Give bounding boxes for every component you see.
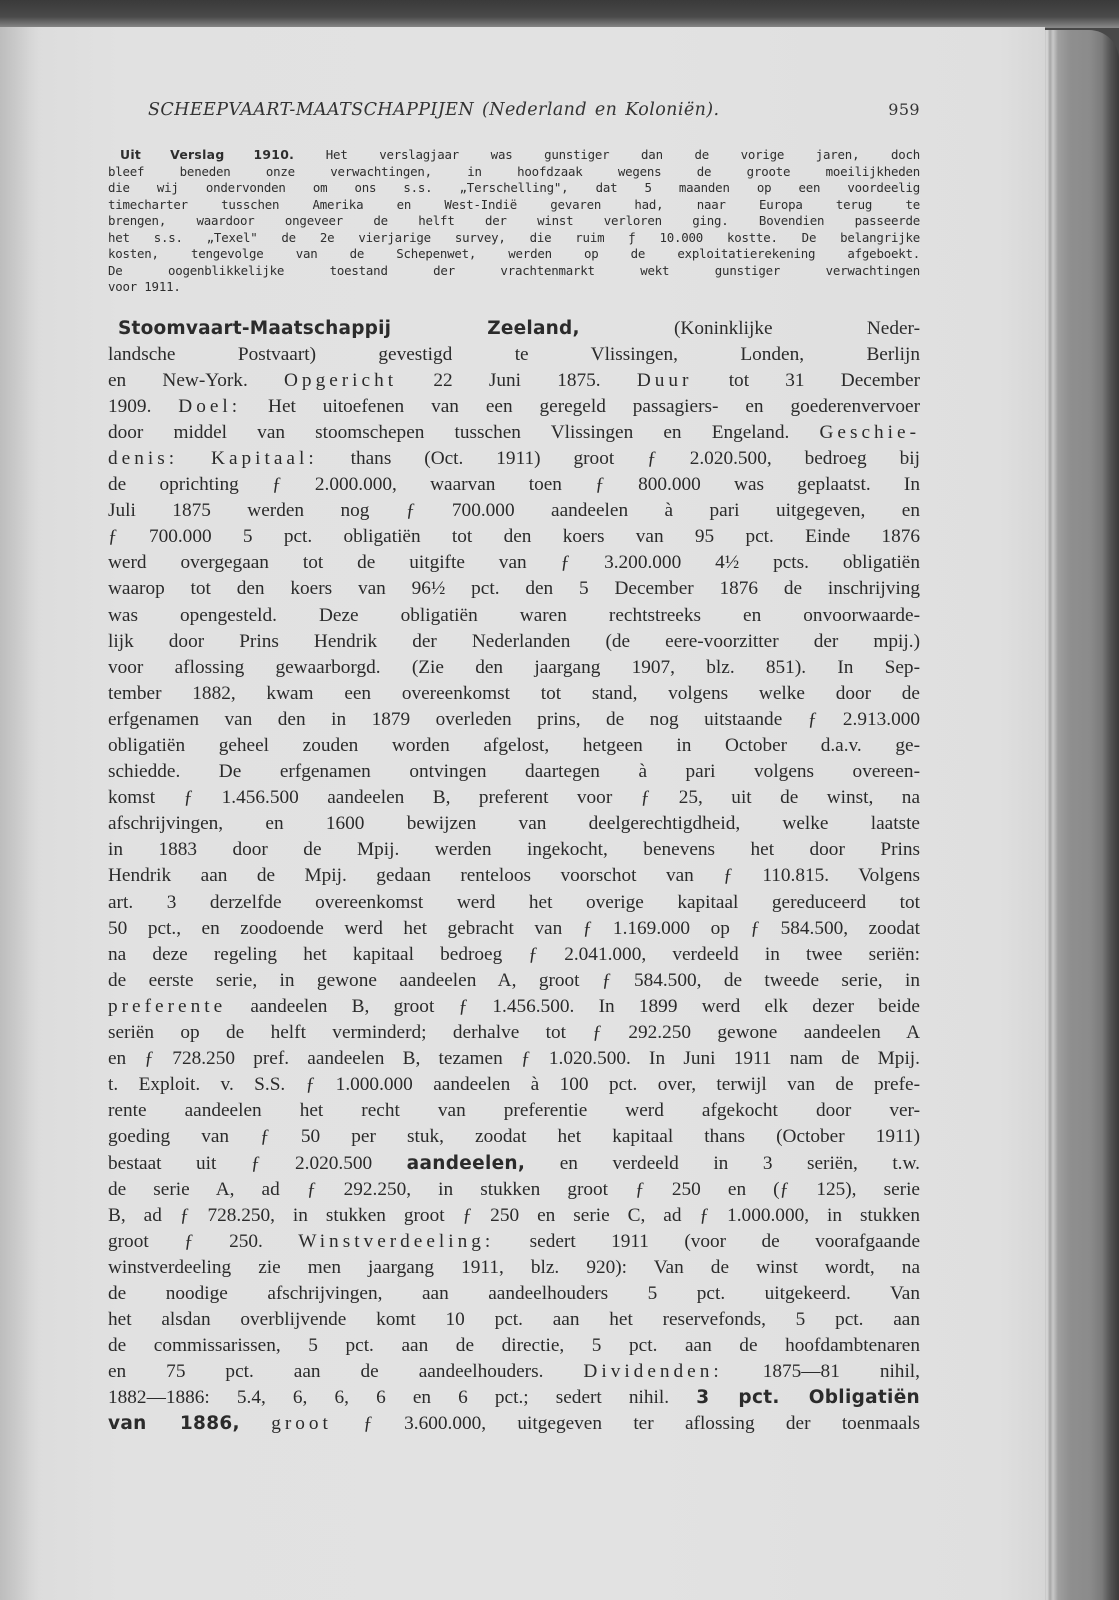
article-line (108, 707, 920, 733)
article-line (108, 1020, 920, 1046)
text-run: erfgenamen van den in 1879 overleden prins, de nog uitstaande ƒ 2.913.000 (108, 708, 920, 730)
report-line: Uit Verslag 1910. Het verslagjaar was gunstiger dan de vorige jaren, doch (120, 147, 920, 162)
bold-term: aandeelen, (406, 1152, 526, 1174)
text-run: 1875—81 nihil, (722, 1361, 920, 1383)
text-run: (Koninklijke Neder- (579, 317, 920, 339)
text-run: de commissarissen, 5 pct. aan de directie, 5 pct. aan de hoofdambtenaren (108, 1335, 920, 1357)
spaced-label: Geschie- (819, 421, 920, 443)
text-run: landsche Postvaart) gevestigd te Vlissingen, Londen, Berlijn (108, 343, 920, 365)
text-run: de serie A, ad ƒ 292.250, in stukken groot ƒ 250 en (ƒ 125), serie (108, 1178, 920, 1200)
text-run: de noodige afschrijvingen, aan aandeelhouders 5 pct. uitgekeerd. Van (108, 1282, 920, 1304)
article-line (108, 1177, 920, 1203)
page-stack-edge (1040, 30, 1119, 1600)
article-line (108, 655, 920, 681)
text-run: goeding van ƒ 50 per stuk, zoodat het kapitaal thans (October 1911) (108, 1126, 920, 1148)
text-run: 22 Juni 1875. (397, 369, 637, 391)
running-head (108, 100, 920, 132)
text-run: thans (Oct. 1911) groot ƒ 2.020.500, bedroeg bij (317, 447, 920, 469)
spaced-label: Duur (636, 369, 693, 391)
bold-term: 3 pct. Obligatiën (696, 1387, 921, 1409)
text-run: de oprichting ƒ 2.000.000, waarvan toen ƒ 800.000 was geplaatst. In (108, 474, 920, 496)
text-run: B, ad ƒ 728.250, in stukken groot ƒ 250 en serie C, ad ƒ 1.000.000, in stukken (108, 1204, 920, 1226)
company-article (108, 316, 920, 1438)
text-run: lijk door Prins Hendrik der Nederlanden (de eere-voorzitter der mpij.) (108, 630, 920, 652)
spaced-label: groot (271, 1413, 332, 1435)
article-line (108, 785, 920, 811)
book-top-shadow (0, 0, 1119, 28)
article-line (108, 498, 920, 524)
article-line (108, 837, 920, 863)
text-run: 1909. (108, 395, 179, 417)
spaced-label: Kapitaal: (211, 447, 318, 469)
article-line (108, 1359, 920, 1385)
text-run: bestaat uit ƒ 2.020.500 (108, 1152, 407, 1174)
article-line (108, 342, 920, 368)
article-line (108, 1124, 920, 1150)
article-line (108, 394, 920, 420)
article-line (108, 1281, 920, 1307)
text-run: ƒ 700.000 5 pct. obligatiën tot den koers van 95 pct. Einde 1876 (108, 526, 920, 548)
article-line (108, 1255, 920, 1281)
spaced-label: Doel: (178, 395, 242, 417)
article-line (108, 1098, 920, 1124)
article-line (108, 1203, 920, 1229)
article-line (108, 890, 920, 916)
text-run: afschrijvingen, en 1600 bewijzen van deelgerechtigdheid, welke laatste (108, 813, 920, 835)
article-line (108, 1333, 920, 1359)
article-line (108, 968, 920, 994)
text-run: schiedde. De erfgenamen ontvingen daartegen à pari volgens overeen- (108, 761, 920, 783)
report-line: kosten, tengevolge van de Schepenwet, werden op de exploitatierekening afgeboekt. (108, 246, 920, 261)
article-line (108, 576, 920, 602)
text-run: winstverdeeling zie men jaargang 1911, blz. 920): Van de winst wordt, na (108, 1256, 920, 1278)
report-lead: Uit Verslag 1910. (120, 147, 295, 162)
article-line (108, 550, 920, 576)
page-number: 959 (888, 100, 920, 119)
spaced-label: preferente (108, 995, 227, 1017)
article-line (108, 368, 920, 394)
page-gutter-shadow (0, 27, 40, 1600)
text-run: Hendrik aan de Mpij. gedaan renteloos voorschot van ƒ 110.815. Volgens (108, 865, 920, 887)
text-run: Het uitoefenen van een geregeld passagiers- en goederenvervoer (241, 395, 920, 417)
text-run: en verdeeld in 3 seriën, t.w. (525, 1152, 920, 1174)
report-line: voor 1911. (108, 279, 181, 294)
article-line (108, 681, 920, 707)
text-run: het alsdan overblijvende komt 10 pct. aan het reservefonds, 5 pct. aan (108, 1309, 920, 1331)
text-run: en ƒ 728.250 pref. aandeelen B, tezamen ƒ 1.020.500. In Juni 1911 nam de Mpij. (108, 1048, 920, 1070)
article-line (108, 446, 920, 472)
article-line (108, 916, 920, 942)
spaced-label: Dividenden: (583, 1361, 723, 1383)
text-run: voor aflossing gewaarborgd. (Zie den jaargang 1907, blz. 851). In Sep- (108, 656, 920, 678)
spaced-label: Opgericht (284, 369, 398, 391)
text-run: de eerste serie, in gewone aandeelen A, groot ƒ 584.500, de tweede serie, in (108, 969, 920, 991)
text-run: ƒ 3.600.000, uitgegeven ter aflossing der toenmaals (331, 1413, 920, 1435)
spaced-label: Winstverdeeling: (298, 1230, 495, 1252)
article-line (108, 811, 920, 837)
article-line (108, 420, 920, 446)
article-line (108, 1072, 920, 1098)
text-run: sedert 1911 (voor de voorafgaande (494, 1230, 920, 1252)
text-run: waarop tot den koers van 96½ pct. den 5 December 1876 de inschrijving (108, 578, 920, 600)
article-line (108, 629, 920, 655)
text-run: Juli 1875 werden nog ƒ 700.000 aandeelen à pari uitgegeven, en (108, 500, 920, 522)
report-line: timecharter tusschen Amerika en West-Indië gevaren had, naar Europa terug te (108, 196, 920, 212)
report-line: De oogenblikkelijke toestand der vrachtenmarkt wekt gunstiger verwachtingen (108, 262, 920, 278)
text-run: en 75 pct. aan de aandeelhouders. (108, 1361, 584, 1383)
company-heading: Stoomvaart-Maatschappij Zeeland, (118, 317, 580, 339)
text-run: door middel van stoomschepen tusschen Vlissingen en Engeland. (108, 421, 820, 443)
article-line (108, 863, 920, 889)
text-run: aandeelen B, groot ƒ 1.456.500. In 1899 werd elk dezer beide (226, 995, 920, 1017)
bold-term: van 1886, (108, 1413, 240, 1435)
text-run: tot 31 December (692, 369, 920, 391)
article-line (108, 472, 920, 498)
text-run (240, 1413, 271, 1434)
text-run: en New-York. (108, 369, 284, 391)
report-line: bleef beneden onze verwachtingen, in hoofdzaak wegens de groote moeilijkheden (108, 163, 920, 179)
text-run: rente aandeelen het recht van preferentie werd afgekocht door ver- (108, 1100, 920, 1122)
text-run: obligatiën geheel zouden worden afgelost, hetgeen in October d.a.v. ge- (108, 735, 920, 756)
report-line: het s.s. „Texel" de 2e vierjarige survey, die ruim ƒ 10.000 kostte. De belangrijke (108, 229, 920, 245)
article-line (108, 994, 920, 1020)
report-line: brengen, waardoor ongeveer de helft der winst verloren ging. Bovendien passeerde (108, 213, 920, 228)
article-line (108, 733, 920, 759)
running-head-title: SCHEEPVAART-MAATSCHAPPIJEN (Nederland en Koloniën). (148, 100, 720, 120)
article-line (108, 942, 920, 968)
page-content (108, 100, 920, 1438)
article-line (108, 316, 920, 342)
text-run: groot ƒ 250. (108, 1230, 299, 1252)
text-run: werd overgegaan tot de uitgifte van ƒ 3.200.000 4½ pcts. obligatiën (108, 552, 920, 574)
article-line (108, 759, 920, 785)
spaced-label: denis: (108, 447, 179, 469)
article-line (108, 603, 920, 629)
article-line (108, 1411, 920, 1437)
article-line (108, 1385, 920, 1411)
text-run (178, 448, 211, 469)
text-run: 50 pct., en zoodoende werd het gebracht van ƒ 1.169.000 op ƒ 584.500, zoodat (108, 917, 920, 939)
text-run: tember 1882, kwam een overeenkomst tot stand, volgens welke door de (108, 682, 920, 704)
annual-report-excerpt (108, 147, 920, 296)
article-line (108, 524, 920, 550)
text-run: na deze regeling het kapitaal bedroeg ƒ 2.041.000, verdeeld in twee seriën: (108, 943, 920, 965)
article-line (108, 1151, 920, 1177)
text-run: 1882—1886: 5.4, 6, 6, 6 en 6 pct.; sedert nihil. (108, 1387, 697, 1409)
text-run: was opengesteld. Deze obligatiën waren rechtstreeks en onvoorwaarde- (108, 604, 920, 626)
text-run: t. Exploit. v. S.S. ƒ 1.000.000 aandeelen à 100 pct. over, terwijl van de prefe- (108, 1074, 920, 1096)
text-run: art. 3 derzelfde overeenkomst werd het overige kapitaal gereduceerd tot (108, 891, 920, 913)
text-run: in 1883 door de Mpij. werden ingekocht, benevens het door Prins (108, 839, 920, 861)
text-run: seriën op de helft verminderd; derhalve tot ƒ 292.250 gewone aandeelen A (108, 1022, 920, 1044)
article-line (108, 1046, 920, 1072)
report-line: die wij ondervonden om ons s.s. „Terschelling", dat 5 maanden op een voordeelig (108, 180, 920, 195)
article-line (108, 1307, 920, 1333)
text-run: komst ƒ 1.456.500 aandeelen B, preferent voor ƒ 25, uit de winst, na (108, 787, 920, 809)
article-line (108, 1229, 920, 1255)
